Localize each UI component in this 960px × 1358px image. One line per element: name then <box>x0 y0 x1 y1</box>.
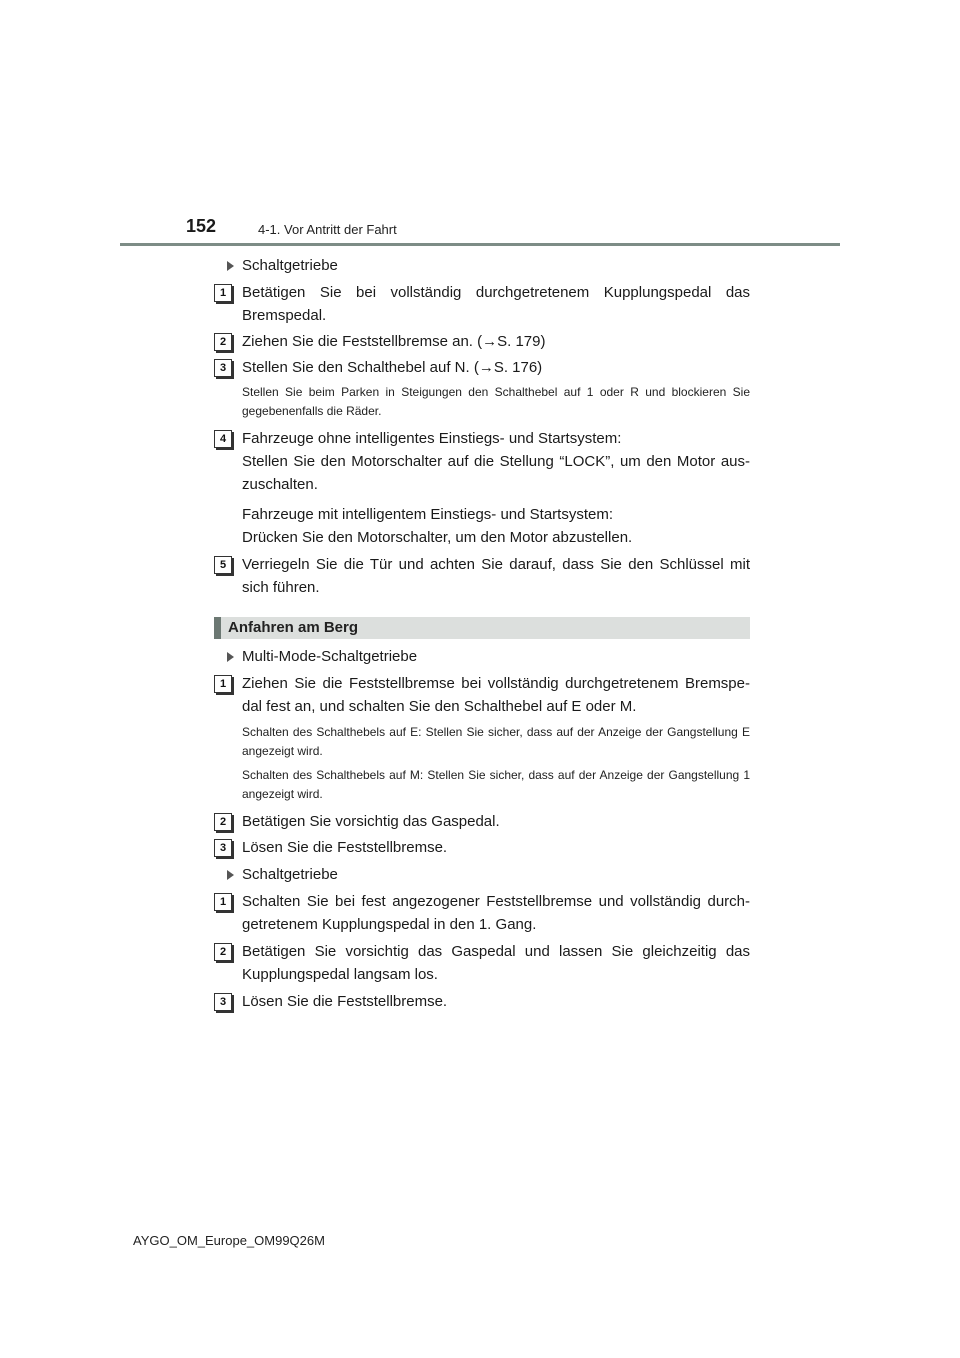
mmt-step-1: 1 Ziehen Sie die Feststellbremse bei vollständig durchgetretenem Bremspe-dal fest an, und schalten Sie den Schalthebel auf E oder M. Schalten des Schalthebels auf E: Stellen Sie sicher, dass auf der Anzeige der Gangstellung E angezeigt wird. Schalten des Schalthebels auf M: Stellen Sie sicher, dass auf der Anzeige der Gangstellung 1 angezeigt wird. <box>214 672 750 804</box>
step-note: Schalten des Schalthebels auf E: Stellen Sie sicher, dass auf der Anzeige der Gangstellung E angezeigt wird. <box>242 725 750 758</box>
step-5: 5 Verriegeln Sie die Tür und achten Sie darauf, dass Sie den Schlüssel mit sich führen. <box>214 553 750 599</box>
mmt-step-2: 2 Betätigen Sie vorsichtig das Gaspedal. <box>214 810 750 833</box>
step-number-badge: 2 <box>214 333 232 351</box>
section-heading-hill-start: Anfahren am Berg <box>214 617 750 639</box>
step-number-badge: 1 <box>214 675 232 693</box>
manual-transmission-label: Schaltgetriebe <box>214 254 750 277</box>
step-number-badge: 4 <box>214 430 232 448</box>
page-number: 152 <box>186 216 217 236</box>
triangle-bullet-icon <box>227 261 234 271</box>
triangle-bullet-icon <box>227 652 234 662</box>
manual-step-1: 1 Schalten Sie bei fest angezogener Feststellbremse und vollständig durch-getretenem Kupplungspedal in den 1. Gang. <box>214 890 750 936</box>
document-id-footer: AYGO_OM_Europe_OM99Q26M <box>133 1233 325 1248</box>
triangle-bullet-icon <box>227 870 234 880</box>
multi-mode-transmission-label: Multi-Mode-Schaltgetriebe <box>214 645 750 668</box>
mmt-step-3: 3 Lösen Sie die Feststellbremse. <box>214 836 750 859</box>
step-number-badge: 3 <box>214 993 232 1011</box>
step-number-badge: 1 <box>214 284 232 302</box>
step-note: Schalten des Schalthebels auf M: Stellen Sie sicher, dass auf der Anzeige der Gangstellung 1 angezeigt wird. <box>242 768 750 801</box>
section-title: 4-1. Vor Antritt der Fahrt <box>258 222 397 237</box>
step-1: 1 Betätigen Sie bei vollständig durchgetretenem Kupplungspedal das Bremspedal. <box>214 281 750 327</box>
step-number-badge: 3 <box>214 359 232 377</box>
step-number-badge: 3 <box>214 839 232 857</box>
step-number-badge: 5 <box>214 556 232 574</box>
manual-step-3: 3 Lösen Sie die Feststellbremse. <box>214 990 750 1013</box>
manual-step-2: 2 Betätigen Sie vorsichtig das Gaspedal und lassen Sie gleichzeitig das Kupplungspedal langsam los. <box>214 940 750 986</box>
step-number-badge: 2 <box>214 943 232 961</box>
manual-transmission-label: Schaltgetriebe <box>214 863 750 886</box>
step-number-badge: 1 <box>214 893 232 911</box>
step-3: 3 Stellen Sie den Schalthebel auf N. (→S. 176) Stellen Sie beim Parken in Steigungen den Schalthebel auf 1 oder R und blockieren Sie gegebenenfalls die Räder. <box>214 356 750 421</box>
step-note: Stellen Sie beim Parken in Steigungen den Schalthebel auf 1 oder R und blockieren Sie gegebenenfalls die Räder. <box>242 385 750 418</box>
page-content <box>214 250 750 1013</box>
header-divider <box>120 243 840 246</box>
step-number-badge: 2 <box>214 813 232 831</box>
step-2: 2 Ziehen Sie die Feststellbremse an. (→S. 179) <box>214 330 750 353</box>
step-4: 4 Fahrzeuge ohne intelligentes Einstiegs- und Startsystem: Stellen Sie den Motorschalter auf die Stellung “LOCK”, um den Motor aus-zuschalten. Fahrzeuge mit intelligentem Einstiegs- und Startsystem: Drücken Sie den Motorschalter, um den Motor abzustellen. <box>214 427 750 549</box>
page-header <box>0 0 960 250</box>
